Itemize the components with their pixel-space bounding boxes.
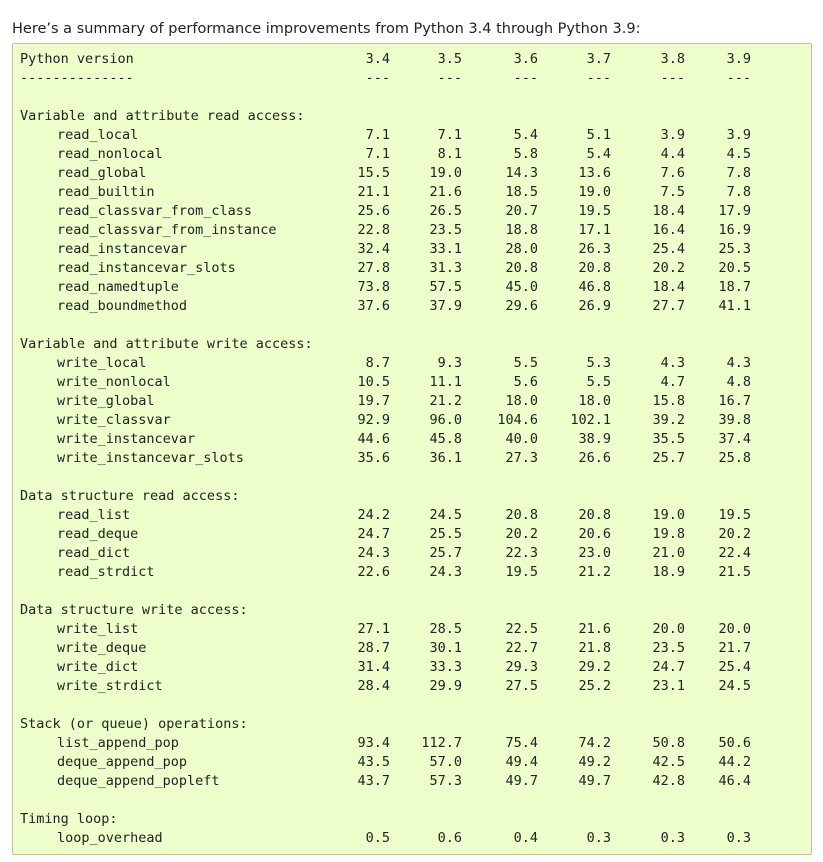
benchmark-row [20, 506, 751, 525]
benchmark-value: 20.2 [505, 526, 538, 542]
benchmark-value: 57.0 [429, 754, 462, 770]
benchmark-value: 25.7 [652, 450, 685, 466]
benchmark-value: 22.5 [505, 621, 538, 637]
benchmark-value: 20.8 [578, 260, 611, 276]
benchmark-value: 50.6 [718, 735, 751, 751]
benchmark-value: 96.0 [429, 412, 462, 428]
blank-line [20, 468, 69, 487]
benchmark-value: 7.1 [365, 146, 390, 162]
benchmark-value: 24.3 [429, 564, 462, 580]
benchmark-value: 21.2 [578, 564, 611, 580]
benchmark-name: deque_append_pop [57, 754, 188, 770]
benchmark-value: 27.7 [652, 298, 685, 314]
version-header: 3.8 [660, 51, 685, 67]
benchmark-value: 38.9 [578, 431, 611, 447]
benchmark-value: 3.9 [660, 127, 685, 143]
section-title: Variable and attribute write access: [20, 336, 313, 352]
benchmark-value: 0.5 [365, 830, 390, 846]
benchmark-value: 36.1 [429, 450, 462, 466]
benchmark-name: read_instancevar [57, 241, 188, 257]
benchmark-value: 49.2 [578, 754, 611, 770]
benchmark-name: read_dict [57, 545, 131, 561]
benchmark-name: write_strdict [57, 678, 163, 694]
benchmark-value: 24.7 [652, 659, 685, 675]
version-underline: --- [437, 70, 462, 86]
benchmark-value: 16.7 [718, 393, 751, 409]
benchmark-value: 35.5 [652, 431, 685, 447]
benchmark-row [20, 772, 751, 791]
benchmark-name: write_dict [57, 659, 139, 675]
benchmark-value: 92.9 [357, 412, 390, 428]
benchmark-value: 18.4 [652, 279, 685, 295]
benchmark-value: 7.6 [660, 165, 685, 181]
version-underline: --- [365, 70, 390, 86]
benchmark-value: 4.3 [660, 355, 685, 371]
benchmark-name: write_local [57, 355, 147, 371]
benchmark-value: 4.7 [660, 374, 685, 390]
benchmark-value: 33.3 [429, 659, 462, 675]
benchmark-value: 41.1 [718, 298, 751, 314]
benchmark-value: 37.6 [357, 298, 390, 314]
benchmark-row [20, 164, 751, 183]
benchmark-name: read_list [57, 507, 131, 523]
benchmark-value: 24.7 [357, 526, 390, 542]
benchmark-value: 28.4 [357, 678, 390, 694]
benchmark-value: 46.4 [718, 773, 751, 789]
benchmark-value: 24.5 [718, 678, 751, 694]
benchmark-value: 18.9 [652, 564, 685, 580]
section-title: Data structure read access: [20, 488, 240, 504]
benchmark-value: 5.5 [513, 355, 538, 371]
benchmark-value: 24.2 [357, 507, 390, 523]
benchmark-value: 23.0 [578, 545, 611, 561]
benchmark-value: 25.7 [429, 545, 462, 561]
benchmark-row [20, 354, 751, 373]
blank-line [20, 696, 69, 715]
version-header: 3.7 [586, 51, 611, 67]
benchmark-row [20, 411, 751, 430]
benchmark-value: 37.9 [429, 298, 462, 314]
benchmark-value: 93.4 [357, 735, 390, 751]
benchmark-name: write_instancevar [57, 431, 196, 447]
benchmark-value: 29.6 [505, 298, 538, 314]
benchmark-value: 19.8 [652, 526, 685, 542]
benchmark-code-block [12, 43, 812, 855]
benchmark-value: 15.8 [652, 393, 685, 409]
benchmark-value: 44.6 [357, 431, 390, 447]
benchmark-value: 19.5 [505, 564, 538, 580]
benchmark-value: 5.1 [586, 127, 611, 143]
benchmark-value: 23.5 [429, 222, 462, 238]
section-title: Data structure write access: [20, 602, 248, 618]
benchmark-row [20, 620, 751, 639]
benchmark-value: 8.1 [437, 146, 462, 162]
benchmark-value: 18.8 [505, 222, 538, 238]
section-title-row [20, 107, 305, 126]
benchmark-value: 20.8 [505, 507, 538, 523]
benchmark-value: 4.8 [726, 374, 751, 390]
benchmark-value: 27.3 [505, 450, 538, 466]
benchmark-row [20, 183, 751, 202]
benchmark-value: 5.3 [586, 355, 611, 371]
benchmark-value: 8.7 [365, 355, 390, 371]
benchmark-value: 7.8 [726, 184, 751, 200]
benchmark-value: 23.5 [652, 640, 685, 656]
benchmark-value: 23.1 [652, 678, 685, 694]
benchmark-value: 22.7 [505, 640, 538, 656]
version-underline: --- [513, 70, 538, 86]
benchmark-row [20, 753, 751, 772]
benchmark-value: 22.8 [357, 222, 390, 238]
benchmark-value: 0.4 [513, 830, 538, 846]
benchmark-value: 0.3 [726, 830, 751, 846]
benchmark-value: 104.6 [497, 412, 538, 428]
section-title-row [20, 810, 118, 829]
benchmark-name: read_boundmethod [57, 298, 188, 314]
benchmark-value: 19.5 [578, 203, 611, 219]
benchmark-name: write_classvar [57, 412, 171, 428]
benchmark-value: 10.5 [357, 374, 390, 390]
benchmark-name: read_builtin [57, 184, 155, 200]
benchmark-value: 45.0 [505, 279, 538, 295]
benchmark-value: 20.8 [578, 507, 611, 523]
benchmark-name: read_instancevar_slots [57, 260, 236, 276]
benchmark-name: read_nonlocal [57, 146, 163, 162]
benchmark-value: 45.8 [429, 431, 462, 447]
benchmark-value: 25.5 [429, 526, 462, 542]
blank-line [20, 582, 69, 601]
benchmark-name: read_deque [57, 526, 139, 542]
benchmark-value: 16.4 [652, 222, 685, 238]
benchmark-value: 43.5 [357, 754, 390, 770]
header-label: Python version [20, 51, 134, 67]
benchmark-row [20, 677, 751, 696]
benchmark-value: 3.9 [726, 127, 751, 143]
benchmark-value: 46.8 [578, 279, 611, 295]
benchmark-value: 26.3 [578, 241, 611, 257]
benchmark-value: 21.5 [718, 564, 751, 580]
benchmark-value: 21.7 [718, 640, 751, 656]
version-underline: --- [726, 70, 751, 86]
benchmark-value: 15.5 [357, 165, 390, 181]
version-header: 3.6 [513, 51, 538, 67]
benchmark-name: list_append_pop [57, 735, 179, 751]
benchmark-name: read_namedtuple [57, 279, 179, 295]
benchmark-value: 20.5 [718, 260, 751, 276]
benchmark-name: read_local [57, 127, 139, 143]
header-underline: -------------- [20, 70, 134, 86]
benchmark-value: 73.8 [357, 279, 390, 295]
benchmark-name: read_classvar_from_class [57, 203, 253, 219]
benchmark-value: 20.0 [652, 621, 685, 637]
benchmark-name: write_global [57, 393, 155, 409]
benchmark-value: 57.3 [429, 773, 462, 789]
blank-line [20, 791, 69, 810]
benchmark-value: 4.5 [726, 146, 751, 162]
benchmark-value: 32.4 [357, 241, 390, 257]
benchmark-value: 0.3 [660, 830, 685, 846]
benchmark-value: 14.3 [505, 165, 538, 181]
benchmark-value: 25.8 [718, 450, 751, 466]
benchmark-value: 24.3 [357, 545, 390, 561]
benchmark-row [20, 259, 751, 278]
benchmark-value: 7.1 [365, 127, 390, 143]
benchmark-value: 49.7 [578, 773, 611, 789]
benchmark-row [20, 373, 751, 392]
benchmark-row [20, 278, 751, 297]
benchmark-name: deque_append_popleft [57, 773, 220, 789]
benchmark-name: read_classvar_from_instance [57, 222, 277, 238]
benchmark-value: 7.1 [437, 127, 462, 143]
benchmark-value: 17.1 [578, 222, 611, 238]
benchmark-value: 7.5 [660, 184, 685, 200]
benchmark-row [20, 525, 751, 544]
benchmark-value: 49.4 [505, 754, 538, 770]
benchmark-row [20, 639, 751, 658]
benchmark-value: 21.1 [357, 184, 390, 200]
benchmark-value: 19.0 [652, 507, 685, 523]
benchmark-value: 20.2 [652, 260, 685, 276]
benchmark-value: 26.5 [429, 203, 462, 219]
version-underline: --- [660, 70, 685, 86]
benchmark-value: 19.0 [429, 165, 462, 181]
benchmark-value: 102.1 [570, 412, 611, 428]
benchmark-row [20, 221, 751, 240]
benchmark-value: 18.0 [578, 393, 611, 409]
benchmark-value: 26.9 [578, 298, 611, 314]
benchmark-value: 27.8 [357, 260, 390, 276]
benchmark-row [20, 449, 751, 468]
benchmark-value: 112.7 [421, 735, 462, 751]
benchmark-value: 18.4 [652, 203, 685, 219]
benchmark-value: 28.7 [357, 640, 390, 656]
benchmark-row [20, 734, 751, 753]
version-header: 3.9 [726, 51, 751, 67]
section-title-row [20, 487, 240, 506]
benchmark-value: 11.1 [429, 374, 462, 390]
benchmark-value: 21.2 [429, 393, 462, 409]
blank-line [20, 316, 69, 335]
benchmark-value: 20.8 [505, 260, 538, 276]
benchmark-value: 30.1 [429, 640, 462, 656]
benchmark-name: write_instancevar_slots [57, 450, 244, 466]
benchmark-value: 49.7 [505, 773, 538, 789]
benchmark-value: 25.4 [652, 241, 685, 257]
benchmark-value: 25.6 [357, 203, 390, 219]
version-underline: --- [586, 70, 611, 86]
benchmark-value: 13.6 [578, 165, 611, 181]
benchmark-value: 39.2 [652, 412, 685, 428]
benchmark-value: 29.3 [505, 659, 538, 675]
benchmark-row [20, 829, 751, 848]
version-header: 3.5 [437, 51, 462, 67]
benchmark-value: 17.9 [718, 203, 751, 219]
benchmark-value: 22.4 [718, 545, 751, 561]
section-title: Stack (or queue) operations: [20, 716, 248, 732]
benchmark-value: 28.5 [429, 621, 462, 637]
benchmark-value: 20.0 [718, 621, 751, 637]
benchmark-value: 44.2 [718, 754, 751, 770]
benchmark-value: 4.4 [660, 146, 685, 162]
section-title-row [20, 335, 313, 354]
benchmark-value: 25.2 [578, 678, 611, 694]
benchmark-row [20, 145, 751, 164]
benchmark-value: 18.5 [505, 184, 538, 200]
benchmark-name: write_nonlocal [57, 374, 171, 390]
benchmark-row [20, 430, 751, 449]
benchmark-row [20, 240, 751, 259]
benchmark-row [20, 202, 751, 221]
benchmark-row [20, 392, 751, 411]
benchmark-value: 40.0 [505, 431, 538, 447]
section-title: Timing loop: [20, 811, 118, 827]
section-title-row [20, 715, 248, 734]
benchmark-table [20, 50, 751, 848]
benchmark-value: 22.3 [505, 545, 538, 561]
benchmark-value: 33.1 [429, 241, 462, 257]
benchmark-value: 21.6 [429, 184, 462, 200]
benchmark-row [20, 658, 751, 677]
benchmark-row [20, 297, 751, 316]
benchmark-value: 21.6 [578, 621, 611, 637]
benchmark-value: 24.5 [429, 507, 462, 523]
benchmark-value: 28.0 [505, 241, 538, 257]
benchmark-value: 43.7 [357, 773, 390, 789]
benchmark-value: 50.8 [652, 735, 685, 751]
version-header: 3.4 [365, 51, 390, 67]
benchmark-value: 5.6 [513, 374, 538, 390]
benchmark-value: 26.6 [578, 450, 611, 466]
benchmark-value: 75.4 [505, 735, 538, 751]
benchmark-value: 9.3 [437, 355, 462, 371]
benchmark-value: 20.6 [578, 526, 611, 542]
benchmark-value: 18.7 [718, 279, 751, 295]
benchmark-name: read_global [57, 165, 147, 181]
benchmark-value: 0.6 [437, 830, 462, 846]
benchmark-value: 27.5 [505, 678, 538, 694]
benchmark-name: read_strdict [57, 564, 155, 580]
benchmark-value: 29.2 [578, 659, 611, 675]
benchmark-value: 5.4 [586, 146, 611, 162]
benchmark-value: 19.5 [718, 507, 751, 523]
benchmark-value: 42.8 [652, 773, 685, 789]
benchmark-value: 20.7 [505, 203, 538, 219]
benchmark-value: 25.3 [718, 241, 751, 257]
benchmark-value: 16.9 [718, 222, 751, 238]
benchmark-value: 18.0 [505, 393, 538, 409]
benchmark-value: 5.5 [586, 374, 611, 390]
benchmark-name: loop_overhead [57, 830, 163, 846]
benchmark-value: 20.2 [718, 526, 751, 542]
benchmark-value: 4.3 [726, 355, 751, 371]
benchmark-value: 29.9 [429, 678, 462, 694]
benchmark-value: 19.0 [578, 184, 611, 200]
benchmark-value: 35.6 [357, 450, 390, 466]
benchmark-value: 21.0 [652, 545, 685, 561]
benchmark-value: 19.7 [357, 393, 390, 409]
header-underline-row [20, 69, 751, 88]
benchmark-value: 22.6 [357, 564, 390, 580]
benchmark-value: 39.8 [718, 412, 751, 428]
benchmark-value: 7.8 [726, 165, 751, 181]
benchmark-value: 57.5 [429, 279, 462, 295]
benchmark-value: 37.4 [718, 431, 751, 447]
intro-text: Here’s a summary of performance improvements from Python 3.4 through Python 3.9: [12, 20, 641, 37]
benchmark-value: 27.1 [357, 621, 390, 637]
benchmark-row [20, 126, 751, 145]
benchmark-value: 31.3 [429, 260, 462, 276]
benchmark-value: 31.4 [357, 659, 390, 675]
benchmark-name: write_deque [57, 640, 147, 656]
benchmark-value: 42.5 [652, 754, 685, 770]
benchmark-value: 5.8 [513, 146, 538, 162]
benchmark-row [20, 563, 751, 582]
benchmark-value: 21.8 [578, 640, 611, 656]
benchmark-value: 5.4 [513, 127, 538, 143]
benchmark-value: 0.3 [586, 830, 611, 846]
benchmark-value: 25.4 [718, 659, 751, 675]
section-title: Variable and attribute read access: [20, 108, 305, 124]
section-title-row [20, 601, 248, 620]
benchmark-value: 74.2 [578, 735, 611, 751]
benchmark-name: write_list [57, 621, 139, 637]
header-row [20, 50, 751, 69]
benchmark-row [20, 544, 751, 563]
